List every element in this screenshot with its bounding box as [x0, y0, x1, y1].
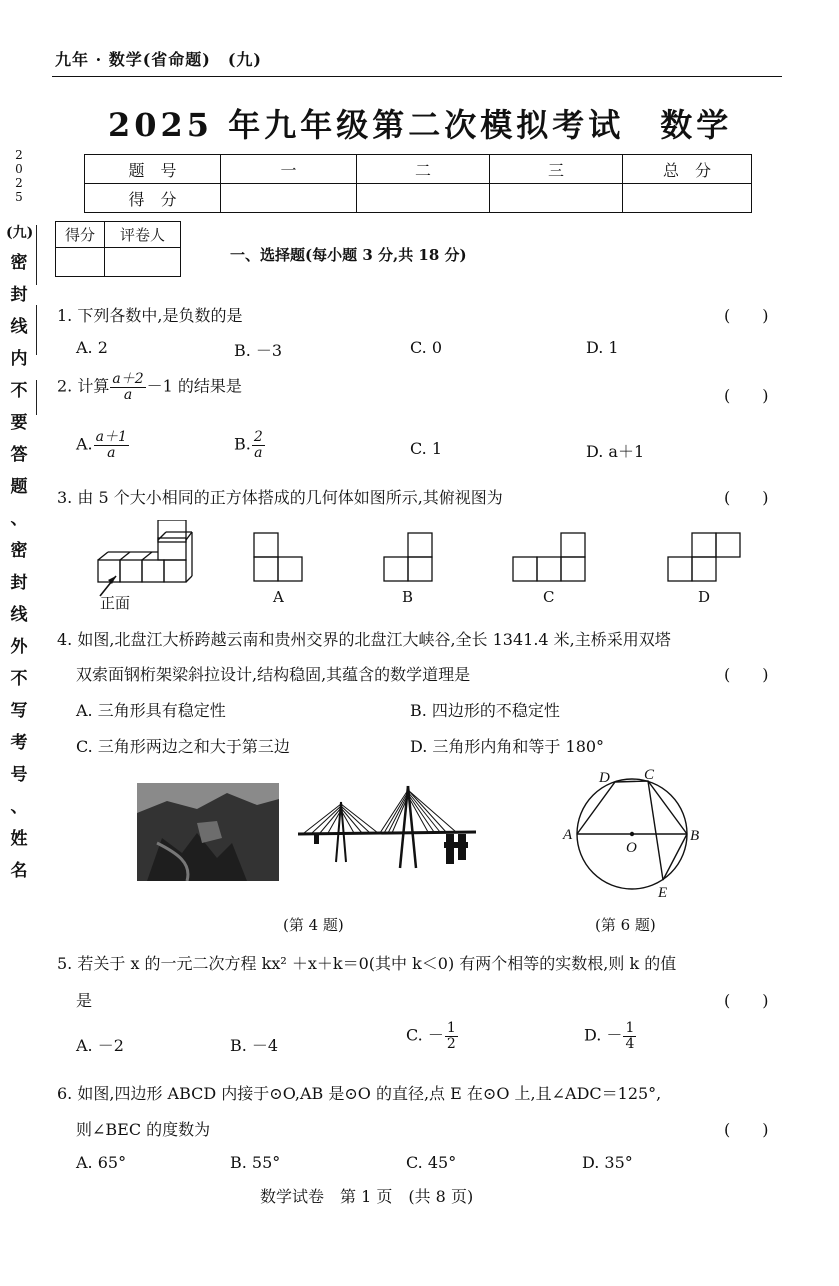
top-view-option-b [382, 531, 436, 583]
sidebar-char: 、 [10, 797, 28, 817]
seal-line-segment [36, 305, 37, 355]
score-row-label: 得 分 [85, 184, 221, 213]
q2-prefix: 2. 计算 [57, 376, 110, 396]
frac-den: 2 [446, 1035, 456, 1052]
sidebar-char: 内 [10, 349, 28, 369]
q1-option-c: C. 0 [410, 338, 443, 357]
score-input-cell[interactable] [623, 184, 752, 213]
sidebar-char: 号 [10, 765, 28, 785]
q5-option-d-label: D. － [584, 1025, 623, 1045]
question-6-line-2: 则∠BEC 的度数为 [76, 1120, 211, 1139]
answer-paren: ( ) [724, 306, 769, 325]
sidebar-year-2: 0 [15, 162, 23, 176]
score-input-cell[interactable] [490, 184, 623, 213]
q2-option-b-fraction [252, 430, 265, 460]
frac-den: 4 [625, 1035, 635, 1052]
frac-num: a＋1 [95, 429, 127, 445]
sidebar-char: 封 [10, 285, 28, 305]
question-4-line-1: 4. 如图,北盘江大桥跨越云南和贵州交界的北盘江大峡谷,全长 1341.4 米,主桥采用双塔 [57, 630, 671, 649]
q2-option-b [234, 430, 266, 460]
point-label-c: C [644, 767, 655, 783]
q6-option-d: D. 35° [582, 1153, 633, 1172]
question-2-stem [57, 372, 242, 402]
q2-suffix: －1 的结果是 [146, 376, 242, 396]
grader-name-header: 评卷人 [105, 222, 181, 248]
top-view-option-c [511, 531, 589, 583]
sidebar-char: 写 [10, 701, 28, 721]
q2-option-a-fraction [94, 430, 129, 460]
answer-paren: ( ) [724, 488, 769, 507]
option-d-label: D [698, 588, 711, 606]
question-3-stem: 3. 由 5 个大小相同的正方体搭成的几何体如图所示,其俯视图为 [57, 488, 503, 507]
frac-num: 2 [253, 429, 263, 445]
q2-option-d: D. a＋1 [586, 442, 645, 461]
top-view-option-a [252, 531, 306, 583]
header-rule [52, 76, 782, 77]
figure-6-caption: (第 6 题) [595, 916, 656, 934]
q2-option-c: C. 1 [410, 439, 443, 458]
score-header-cell: 二 [357, 155, 490, 184]
front-view-label: 正面 [100, 594, 131, 612]
question-4-line-2: 双索面钢桁架梁斜拉设计,结构稳固,其蕴含的数学道理是 [76, 665, 471, 684]
question-5-line-2: 是 [76, 991, 93, 1010]
answer-paren: ( ) [724, 386, 769, 405]
q4-option-c: C. 三角形两边之和大于第三边 [76, 737, 290, 756]
sidebar-char: 名 [10, 861, 28, 881]
q6-option-a: A. 65° [76, 1153, 127, 1172]
cable-stayed-bridge-drawing [296, 782, 478, 874]
sidebar-char: 考 [10, 733, 28, 753]
answer-paren: ( ) [724, 665, 769, 684]
sidebar-char: 答 [10, 445, 28, 465]
q4-option-b: B. 四边形的不稳定性 [410, 701, 560, 720]
section-title: 一、选择题(每小题 3 分,共 18 分) [230, 246, 467, 264]
q5-option-c-fraction [445, 1021, 458, 1051]
sidebar-char: 题 [10, 477, 28, 497]
sidebar-char: 密 [10, 541, 28, 561]
q5-option-d-fraction [623, 1021, 636, 1051]
score-input-cell[interactable] [357, 184, 490, 213]
sidebar-char: (九) [6, 225, 34, 241]
sidebar-char: 姓 [10, 829, 28, 849]
exam-title: 2025 年九年级第二次模拟考试 数学 [108, 106, 733, 144]
sidebar-char: 不 [10, 381, 28, 401]
q2-option-b-label: B. [234, 434, 251, 454]
circle-geometry-figure [560, 764, 710, 904]
seal-line-sidebar [6, 148, 32, 895]
q5-option-d [584, 1021, 637, 1051]
q6-option-c: C. 45° [406, 1153, 457, 1172]
q2-frac-num: a＋2 [112, 371, 144, 387]
sidebar-char: 密 [10, 253, 28, 273]
q6-option-b: B. 55° [230, 1153, 281, 1172]
q5-option-c [406, 1021, 459, 1051]
grader-score-cell[interactable] [56, 248, 105, 277]
sidebar-char: 封 [10, 573, 28, 593]
question-1-stem: 1. 下列各数中,是负数的是 [57, 306, 243, 325]
answer-paren: ( ) [724, 1120, 769, 1139]
grader-name-cell[interactable] [105, 248, 181, 277]
sidebar-char: 线 [10, 317, 28, 337]
q2-frac-den: a [123, 386, 133, 403]
figure-4-caption: (第 4 题) [283, 916, 344, 934]
sidebar-char: 、 [10, 509, 28, 529]
q1-option-b: B. －3 [234, 341, 283, 360]
canyon-photo [137, 783, 279, 881]
point-label-b: B [690, 828, 700, 844]
top-view-option-d [666, 531, 744, 583]
point-label-a: A [563, 827, 573, 843]
score-header-cell: 一 [221, 155, 357, 184]
option-c-label: C [543, 588, 555, 606]
score-header-cell: 题 号 [85, 155, 221, 184]
frac-den: a [254, 444, 263, 461]
q4-option-d: D. 三角形内角和等于 180° [410, 737, 605, 756]
q5-option-b: B. －4 [230, 1036, 279, 1055]
sidebar-char: 要 [10, 413, 28, 433]
q1-option-a: A. 2 [76, 338, 108, 357]
score-input-cell[interactable] [221, 184, 357, 213]
score-header-cell: 总 分 [623, 155, 752, 184]
frac-num: 1 [446, 1020, 456, 1036]
q2-option-a [76, 430, 130, 460]
question-6-line-1: 6. 如图,四边形 ABCD 内接于⊙O,AB 是⊙O 的直径,点 E 在⊙O 上,且∠ADC＝125°, [57, 1084, 662, 1103]
header-label: 九年 · 数学(省命题) (九) [55, 50, 262, 69]
grader-score-header: 得分 [56, 222, 105, 248]
sidebar-char: 不 [10, 669, 28, 689]
sidebar-year-3: 2 [15, 176, 23, 190]
sidebar-year-4: 5 [15, 190, 23, 204]
point-label-d: D [599, 770, 610, 786]
score-table [84, 154, 752, 213]
point-label-o: O [626, 840, 637, 856]
question-5-line-1: 5. 若关于 x 的一元二次方程 kx² ＋x＋k＝0(其中 k＜0) 有两个相等的实数根,则 k 的值 [57, 954, 677, 973]
seal-line-segment [36, 380, 37, 415]
grader-table [55, 221, 181, 277]
frac-num: 1 [625, 1020, 635, 1036]
page-footer: 数学试卷 第 1 页 (共 8 页) [260, 1187, 474, 1206]
answer-paren: ( ) [724, 991, 769, 1010]
q1-option-d: D. 1 [586, 338, 619, 357]
point-label-e: E [658, 885, 668, 901]
sidebar-char: 外 [10, 637, 28, 657]
q5-option-a: A. －2 [76, 1036, 124, 1055]
seal-line-segment [36, 225, 37, 285]
frac-den: a [107, 444, 116, 461]
option-b-label: B [402, 588, 414, 606]
q4-option-a: A. 三角形具有稳定性 [76, 701, 226, 720]
option-a-label: A [273, 588, 284, 606]
sidebar-year-1: 2 [15, 148, 23, 162]
q5-option-c-label: C. － [406, 1025, 444, 1045]
sidebar-char: 线 [10, 605, 28, 625]
score-header-cell: 三 [490, 155, 623, 184]
q2-fraction [110, 372, 145, 402]
q2-option-a-label: A. [76, 434, 93, 454]
